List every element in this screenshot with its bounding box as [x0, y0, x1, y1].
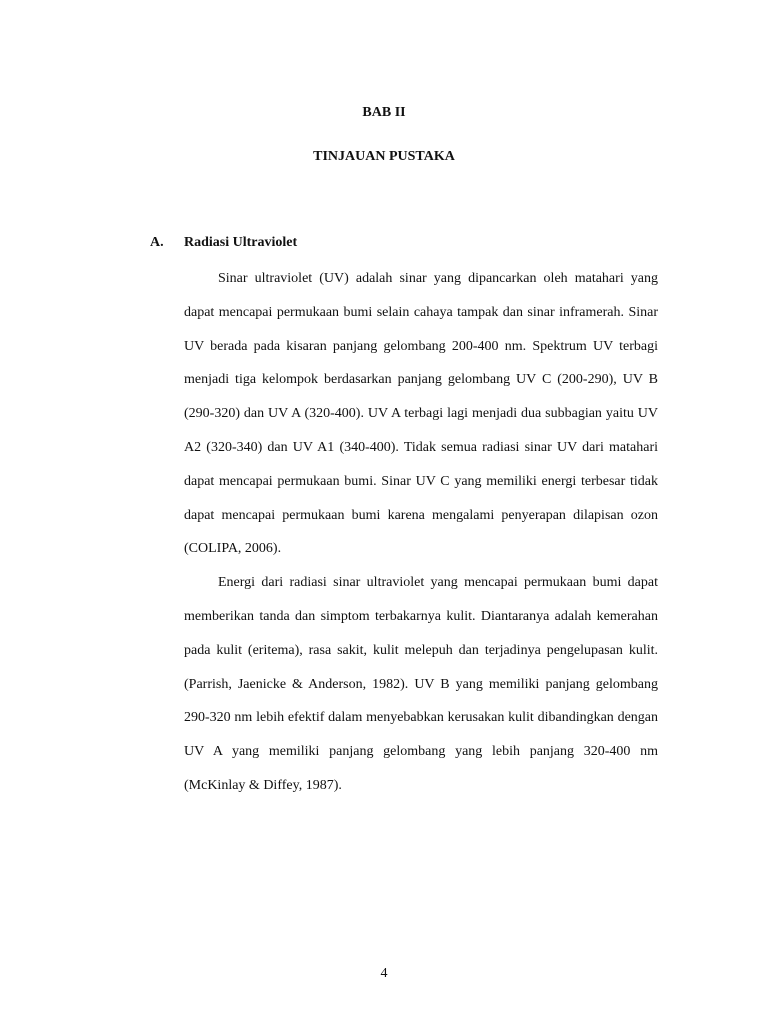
body-text	[184, 262, 658, 803]
section-title: Radiasi Ultraviolet	[184, 235, 298, 250]
section-heading	[150, 233, 297, 253]
chapter-title: TINJAUAN PUSTAKA	[313, 149, 455, 164]
page-number: 4	[380, 966, 388, 981]
section-letter: A.	[150, 235, 164, 250]
paragraph-2: Energi dari radiasi sinar ultraviolet yang mencapai permukaan bumi dapat memberikan tanda dan simptom terbakarnya kulit. Diantaranya adalah kemerahan pada kulit (eritema), rasa sakit, kulit melepuh dan terjadinya pengelupasan kulit. (Parrish, Jaenicke & Anderson, 1982). UV B yang memiliki panjang gelombang 290-320 nm lebih efektif dalam menyebabkan kerusakan kulit dibandingkan dengan UV A yang memiliki panjang gelombang yang lebih panjang 320-400 nm (McKinlay & Diffey, 1987).	[184, 575, 658, 793]
chapter-heading: BAB II	[362, 105, 406, 120]
paragraph-1: Sinar ultraviolet (UV) adalah sinar yang dipancarkan oleh matahari yang dapat mencapai permukaan bumi selain cahaya tampak dan sinar inframerah. Sinar UV berada pada kisaran panjang gelombang 200-400 nm. Spektrum UV terbagi menjadi tiga kelompok berdasarkan panjang gelombang UV C (200-290), UV B (290-320) dan UV A (320-400). UV A terbagi lagi menjadi dua subbagian yaitu UV A2 (320-340) dan UV A1 (340-400). Tidak semua radiasi sinar UV dari matahari dapat mencapai permukaan bumi. Sinar UV C yang memiliki energi terbesar tidak dapat mencapai permukaan bumi karena mengalami penyerapan dilapisan ozon (COLIPA, 2006).	[184, 271, 658, 557]
